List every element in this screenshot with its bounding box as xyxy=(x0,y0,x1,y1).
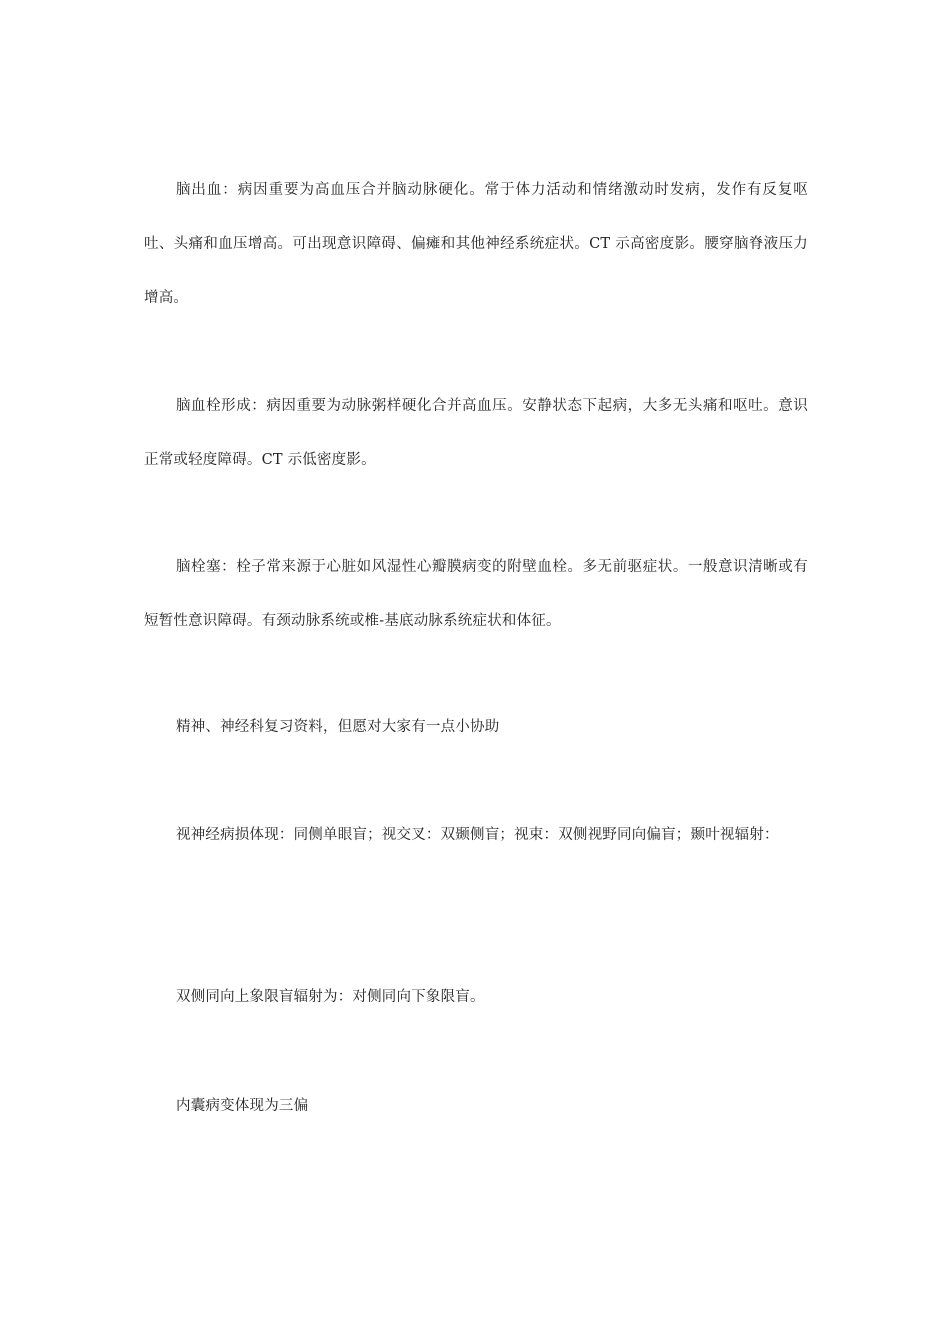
paragraph-cerebral-hemorrhage: 脑出血：病因重要为高血压合并脑动脉硬化。常于体力活动和情绪激动时发病，发作有反复呕吐、头痛和血压增高。可出现意识障碍、偏瘫和其他神经系统症状。CT 示高密度影。腰穿脑脊液压力增高。 xyxy=(144,182,808,306)
paragraph-quadrant-blindness: 双侧同向上象限盲辐射为：对侧同向下象限盲。 xyxy=(176,989,485,1005)
paragraph-internal-capsule: 内囊病变体现为三偏 xyxy=(176,1098,309,1114)
paragraph-cerebral-thrombosis: 脑血栓形成：病因重要为动脉粥样硬化合并高血压。安静状态下起病，大多无头痛和呕吐。意识正常或轻度障碍。CT 示低密度影。 xyxy=(144,398,808,468)
paragraph-cerebral-embolism: 脑栓塞：栓子常来源于心脏如风湿性心瓣膜病变的附壁血栓。多无前驱症状。一般意识清晰或有短暂性意识障碍。有颈动脉系统或椎-基底动脉系统症状和体征。 xyxy=(144,559,808,629)
paragraph-optic-nerve-lesion: 视神经病损体现：同侧单眼盲；视交叉：双颞侧盲；视束：双侧视野同向偏盲；颞叶视辐射： xyxy=(176,827,779,843)
paragraph-review-note: 精神、神经科复习资料，但愿对大家有一点小协助 xyxy=(176,719,500,735)
